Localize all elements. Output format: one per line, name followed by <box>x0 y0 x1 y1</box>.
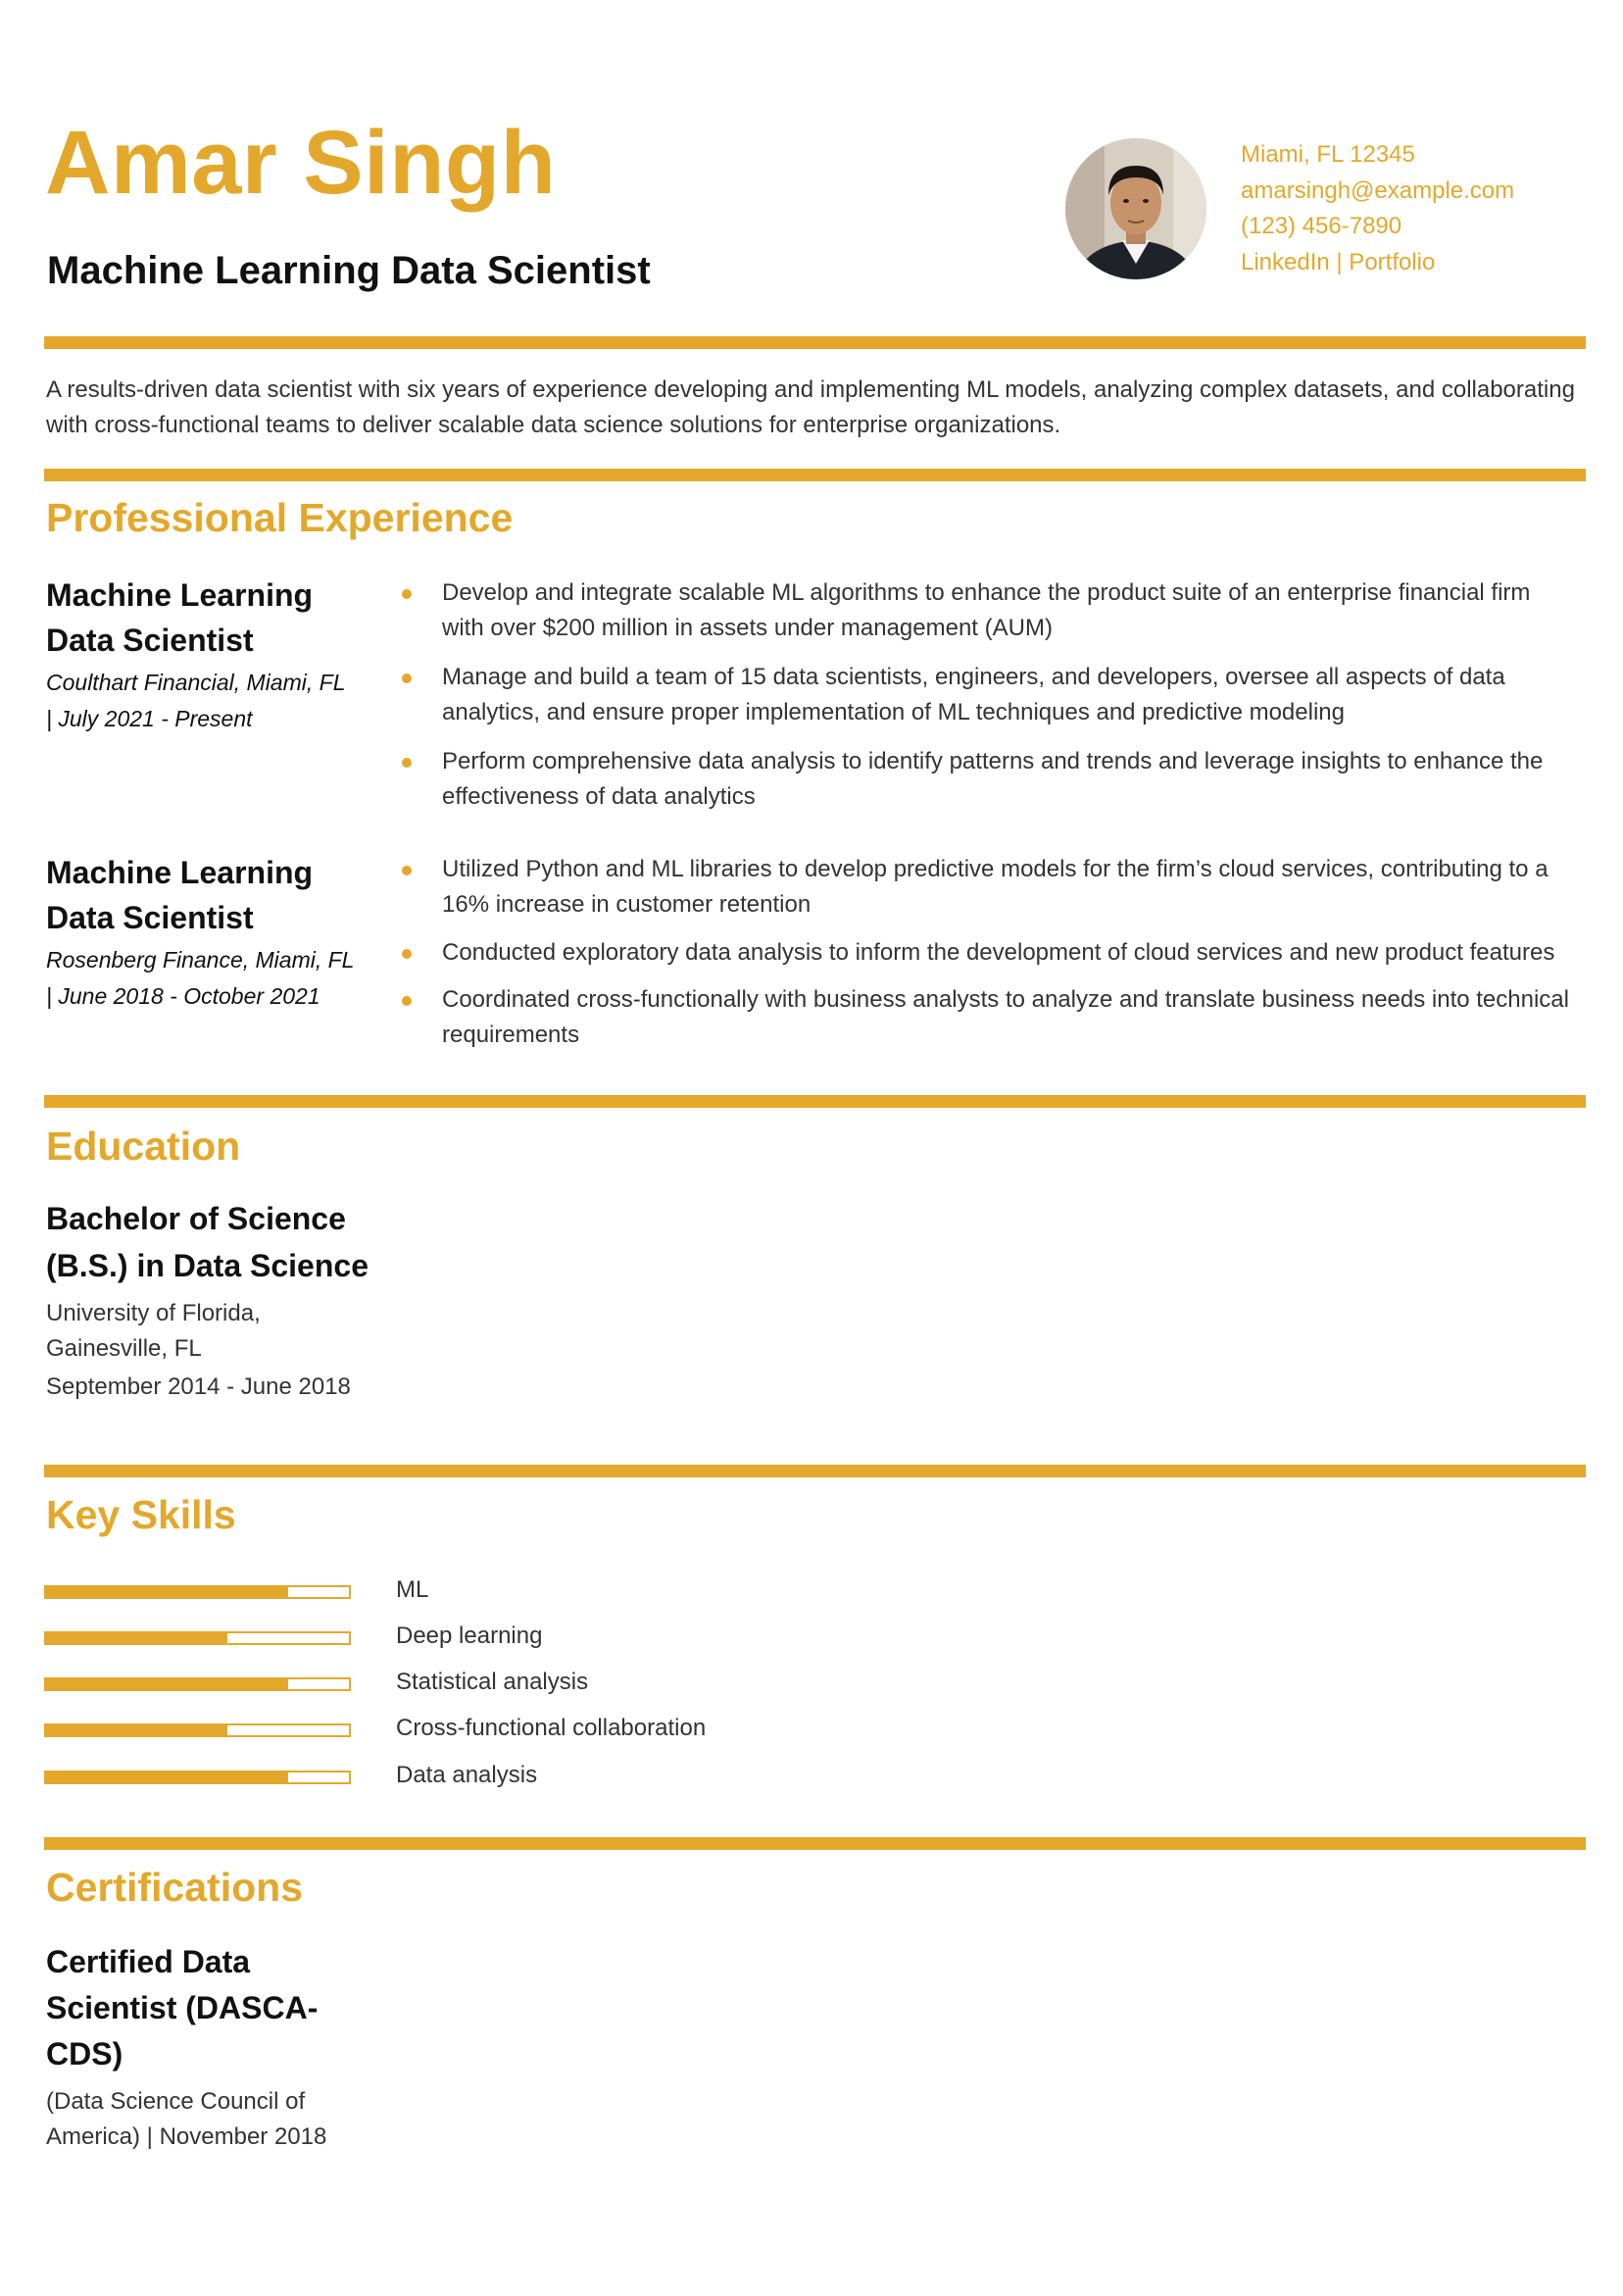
skill-level-bar <box>44 1631 351 1645</box>
list-item <box>402 575 1578 646</box>
divider-education <box>44 1465 1586 1477</box>
skill-label: Deep learning <box>396 1622 543 1649</box>
list-item <box>402 982 1578 1053</box>
profile-photo-image <box>1065 138 1206 279</box>
skill-row <box>44 1762 828 1788</box>
list-item <box>402 852 1578 923</box>
job-1-bullets <box>402 575 1578 815</box>
bullet-dot <box>402 949 412 959</box>
bullet-dot <box>402 674 412 683</box>
skill-level-bar <box>44 1585 351 1599</box>
bullet-dot <box>402 758 412 768</box>
skill-label: Cross-functional collaboration <box>396 1715 707 1741</box>
skill-level-bar <box>44 1723 351 1737</box>
contact-phone[interactable]: (123) 456-7890 <box>1241 213 1402 239</box>
bullet-dot <box>402 996 412 1006</box>
certification-name: Certified Data Scientist (DASCA-CDS) <box>46 1944 319 2071</box>
skill-row <box>44 1622 828 1649</box>
bullet-text: Perform comprehensive data analysis to identify patterns and trends and leverage insights to enhance the effectiveness of data analytics <box>442 748 1544 810</box>
divider-summary <box>44 469 1586 481</box>
skill-row <box>44 1576 828 1603</box>
education-school: University of Florida, Gainesville, FL <box>46 1300 261 1362</box>
job-1-header <box>46 573 379 739</box>
experience-heading: Professional Experience <box>46 495 514 540</box>
contact-email[interactable]: amarsingh@example.com <box>1241 176 1515 204</box>
job-1-company: Coulthart Financial, Miami, FL <box>46 670 346 695</box>
bullet-text: Develop and integrate scalable ML algorithms to enhance the product suite of an enterprise financial firm with over $200 million in assets under management (AUM) <box>442 579 1531 641</box>
candidate-name: Amar Singh <box>45 113 557 213</box>
job-2-dates: | June 2018 - October 2021 <box>46 983 320 1009</box>
job-1-role: Machine Learning Data Scientist <box>46 577 314 658</box>
job-2-bullets <box>402 852 1578 1053</box>
skill-level-fill <box>46 1772 288 1782</box>
job-1-dates: | July 2021 - Present <box>46 706 253 731</box>
skill-label: Statistical analysis <box>396 1669 589 1695</box>
divider-experience <box>44 1095 1586 1108</box>
bullet-text: Manage and build a team of 15 data scientists, engineers, and developers, oversee all aspects of data analytics, and ensure proper implementation of ML techniques and predictive modeling <box>442 664 1505 725</box>
candidate-title: Machine Learning Data Scientist <box>47 249 651 292</box>
job-2-header <box>46 850 379 1017</box>
bullet-dot <box>402 589 412 599</box>
certifications-heading: Certifications <box>46 1865 303 1910</box>
certification-meta: (Data Science Council of America) | November 2018 <box>46 2088 327 2150</box>
list-item <box>402 660 1578 730</box>
skills-heading: Key Skills <box>46 1492 236 1537</box>
education-heading: Education <box>46 1123 241 1169</box>
skill-label: Data analysis <box>396 1762 538 1788</box>
list-item <box>402 744 1578 815</box>
skill-level-fill <box>46 1633 227 1643</box>
contact-info <box>1241 137 1514 280</box>
contact-links[interactable]: LinkedIn | Portfolio <box>1241 248 1436 275</box>
list-item <box>402 935 1578 971</box>
bullet-text: Coordinated cross-functionally with business analysts to analyze and translate business needs into technical requirements <box>442 986 1569 1048</box>
education-dates: September 2014 - June 2018 <box>46 1373 351 1400</box>
professional-summary: A results-driven data scientist with six years of experience developing and implementing ML models, analyzing complex datasets, and collaborating with cross-functional teams to deliver scalable data science solutions for enterprise organizations. <box>46 376 1575 438</box>
skill-label: ML <box>396 1576 429 1603</box>
skill-level-fill <box>46 1587 288 1597</box>
divider-skills <box>44 1837 1586 1850</box>
skill-level-bar <box>44 1677 351 1691</box>
education-degree: Bachelor of Science (B.S.) in Data Science <box>46 1201 369 1283</box>
job-2-role: Machine Learning Data Scientist <box>46 855 314 935</box>
bullet-dot <box>402 866 412 875</box>
bullet-text: Conducted exploratory data analysis to inform the development of cloud services and new product features <box>442 939 1555 966</box>
skill-row <box>44 1669 828 1695</box>
bullet-text: Utilized Python and ML libraries to develop predictive models for the firm’s cloud services, contributing to a 16% increase in customer retention <box>442 856 1549 918</box>
job-2-company: Rosenberg Finance, Miami, FL <box>46 947 355 973</box>
divider-header <box>44 336 1586 349</box>
skill-level-fill <box>46 1725 227 1735</box>
profile-photo <box>1065 138 1206 279</box>
contact-location: Miami, FL 12345 <box>1241 141 1415 168</box>
skill-level-bar <box>44 1771 351 1784</box>
skill-row <box>44 1715 828 1741</box>
skill-level-fill <box>46 1679 288 1689</box>
